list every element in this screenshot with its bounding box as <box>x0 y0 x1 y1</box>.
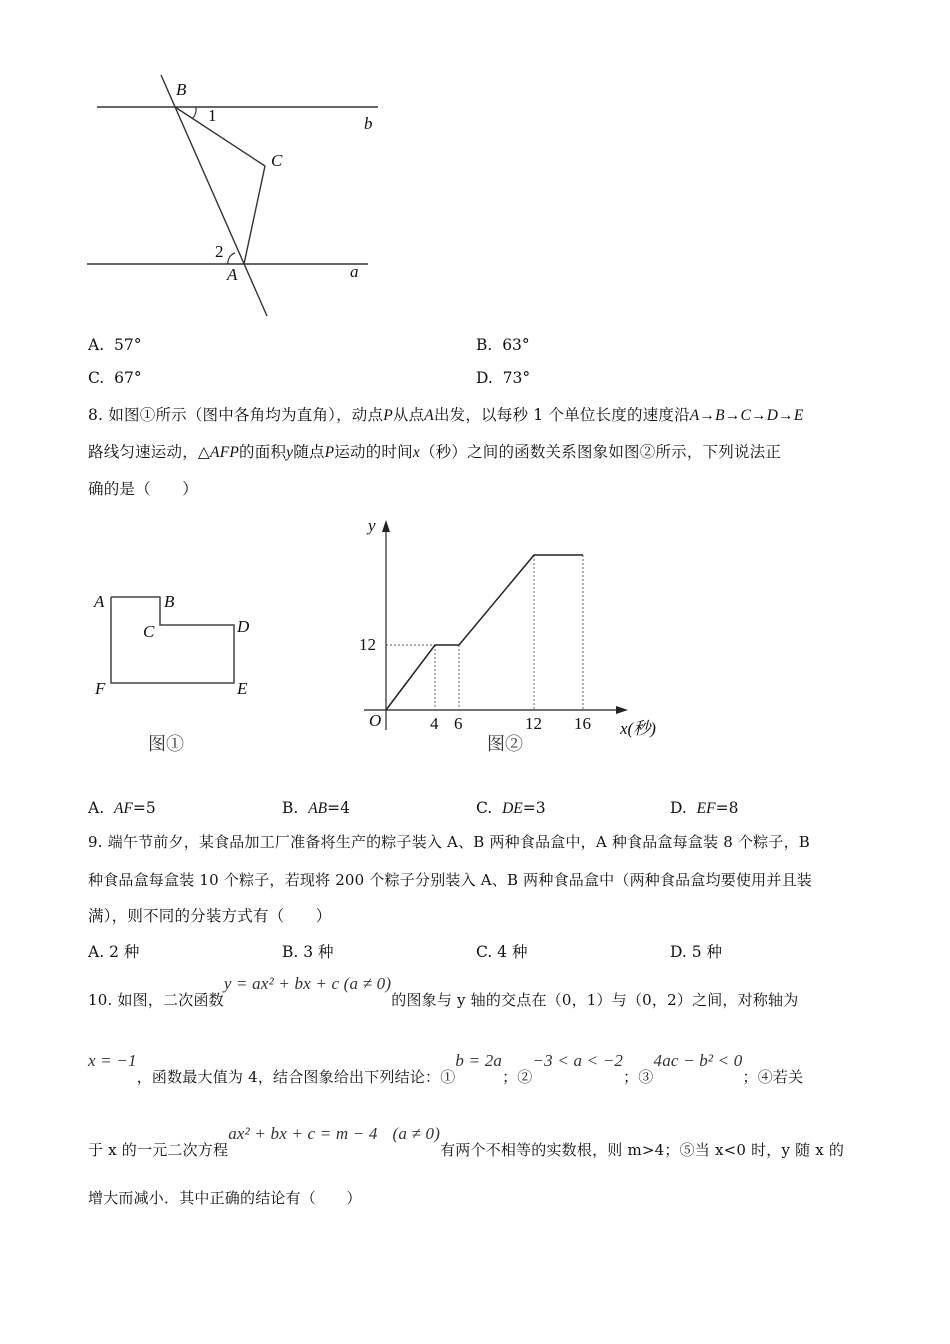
q7-option-d[interactable]: D. 73° <box>476 369 531 387</box>
vertex-C: C <box>143 622 155 641</box>
q9-line-2: 种食品盒每盒装 10 个粽子，若现将 200 个粽子分别装入 A、B 两种食品盒中（两种食品盒均要使用并且装 <box>88 871 812 889</box>
q8-line-2: 路线匀速运动，△AFP的面积y随点P运动的时间x（秒）之间的函数关系图象如图②所示，下列说法正 <box>88 443 782 461</box>
label-C: C <box>271 151 283 170</box>
y-tick-12: 12 <box>359 635 376 654</box>
q10-line-1: 10. 如图，二次函数y = ax² + bx + c (a ≠ 0)的图象与 y 轴的交点在（0，1）与（0，2）之间，对称轴为 <box>88 974 799 1009</box>
vertex-B: B <box>164 592 175 611</box>
q10-line-3: 于 x 的一元二次方程ax² + bx + c = m − 4 (a ≠ 0)有两个不相等的实数根，则 m>4；⑤当 x<0 时，y 随 x 的 <box>88 1124 845 1159</box>
label-angle-2: 2 <box>215 242 224 261</box>
quadratic-formula: y = ax² + bx + c (a ≠ 0) <box>223 974 392 993</box>
conclusion-1-formula: b = 2a <box>455 1051 503 1070</box>
x-axis-label: x(秒) <box>620 719 656 738</box>
q7-option-a[interactable]: A. 57° <box>88 336 142 354</box>
x-tick-12: 12 <box>525 714 542 733</box>
figure-1-caption: 图① <box>148 734 184 755</box>
q8-option-b[interactable]: B. AB=4 <box>282 799 350 817</box>
q10-line-2: x = −1，函数最大值为 4，结合图象给出下列结论：①b = 2a；②−3 < a < −2；③4ac − b² < 0；④若关 <box>88 1051 804 1086</box>
q7-option-c[interactable]: C. 67° <box>88 369 142 387</box>
q7-option-b[interactable]: B. 63° <box>476 336 530 354</box>
label-A: A <box>227 265 238 284</box>
q8-option-a[interactable]: A. AF=5 <box>88 799 156 817</box>
vertex-D: D <box>237 617 250 636</box>
label-angle-1: 1 <box>208 106 217 125</box>
figure-2-caption: 图② <box>487 734 523 755</box>
vertex-E: E <box>237 679 248 698</box>
conclusion-2-formula: −3 < a < −2 <box>532 1051 624 1070</box>
vertex-F: F <box>95 679 106 698</box>
x-tick-6: 6 <box>454 714 463 733</box>
q8-option-c[interactable]: C. DE=3 <box>476 799 546 817</box>
x-tick-4: 4 <box>430 714 439 733</box>
q9-line-3: 满），则不同的分装方式有（ ） <box>88 907 332 925</box>
equation-formula: ax² + bx + c = m − 4 <box>228 1124 378 1143</box>
q8-option-d[interactable]: D. EF=8 <box>670 799 739 817</box>
label-line-b: b <box>364 114 373 133</box>
x-tick-16: 16 <box>574 714 591 733</box>
q8-line-3: 确的是（ ） <box>88 480 198 498</box>
y-axis-label: y <box>368 516 376 535</box>
conclusion-3-formula: 4ac − b² < 0 <box>653 1051 743 1070</box>
q8-line-1: 8. 如图①所示（图中各角均为直角），动点P从点A出发，以每秒 1 个单位长度的速度沿A→B→C→D→E <box>88 406 804 424</box>
label-line-a: a <box>350 262 359 281</box>
q9-option-c[interactable]: C. 4 种 <box>476 943 528 961</box>
q10-line-4: 增大而减小．其中正确的结论有（ ） <box>88 1189 362 1207</box>
origin-label: O <box>369 711 382 730</box>
q9-option-a[interactable]: A. 2 种 <box>88 943 140 961</box>
equation-condition: (a ≠ 0) <box>392 1124 441 1143</box>
q9-option-d[interactable]: D. 5 种 <box>670 943 723 961</box>
q9-option-b[interactable]: B. 3 种 <box>282 943 334 961</box>
symmetry-axis-formula: x = −1 <box>88 1051 137 1070</box>
vertex-A: A <box>94 592 105 611</box>
q9-line-1: 9. 端午节前夕，某食品加工厂准备将生产的粽子装入 A、B 两种食品盒中，A 种食品盒每盒装 8 个粽子，B <box>88 833 810 851</box>
label-B: B <box>176 80 187 99</box>
